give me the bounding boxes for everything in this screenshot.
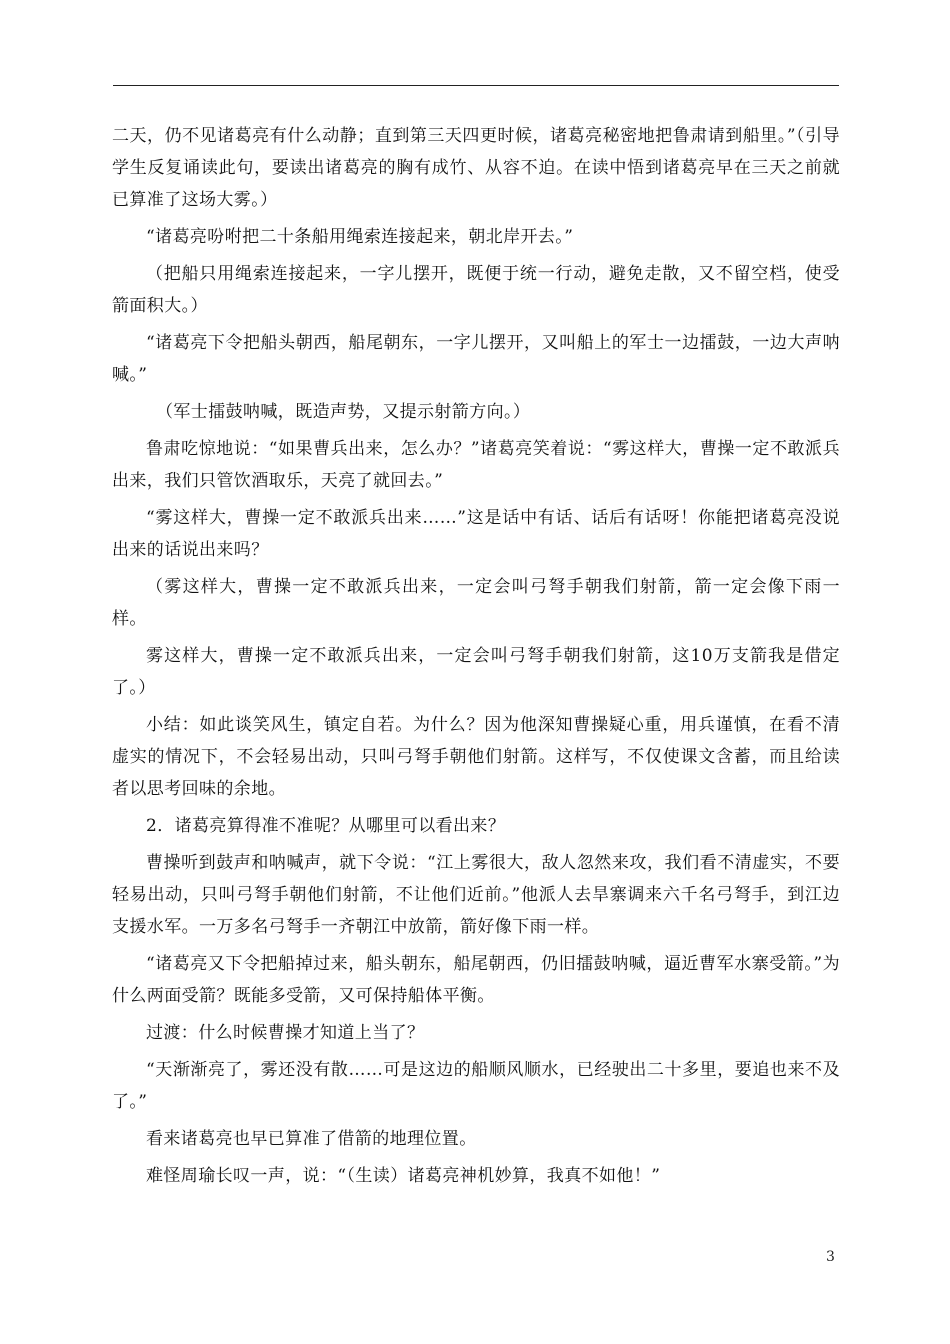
paragraph: “诸葛亮吩咐把二十条船用绳索连接起来，朝北岸开去。” bbox=[146, 227, 574, 247]
paragraph: 难怪周瑜长叹一声，说：“（生读）诸葛亮神机妙算，我真不如他！” bbox=[146, 1166, 661, 1186]
header-rule bbox=[113, 85, 839, 86]
paragraph: “天渐渐亮了，雾还没有散……可是这边的船顺风顺水，已经驶出二十多里，要追也来不及了。” bbox=[112, 1060, 840, 1112]
paragraph: 雾这样大，曹操一定不敢派兵出来，一定会叫弓弩手朝我们射箭，这10万支箭我是借定了。） bbox=[112, 646, 840, 698]
paragraph: 二天，仍不见诸葛亮有什么动静；直到第三天四更时候，诸葛亮秘密地把鲁肃请到船里。”（引导学生反复诵读此句，要读出诸葛亮的胸有成竹、从容不迫。在读中悟到诸葛亮早在三天之前就已算准了这场大雾。） bbox=[112, 126, 840, 210]
section-question: 2．诸葛亮算得准不准呢？从哪里可以看出来？ bbox=[146, 816, 506, 836]
paragraph: 鲁肃吃惊地说：“如果曹兵出来，怎么办？”诸葛亮笑着说：“雾这样大，曹操一定不敢派兵出来，我们只管饮酒取乐，天亮了就回去。” bbox=[112, 439, 840, 491]
paragraph: “诸葛亮下令把船头朝西，船尾朝东，一字儿摆开，又叫船上的军士一边擂鼓，一边大声呐喊。” bbox=[112, 333, 840, 385]
paragraph: （把船只用绳索连接起来，一字儿摆开，既便于统一行动，避免走散，又不留空档，使受箭面积大。） bbox=[112, 264, 840, 316]
document-body bbox=[112, 120, 840, 1197]
paragraph: （雾这样大，曹操一定不敢派兵出来，一定会叫弓弩手朝我们射箭，箭一定会像下雨一样。 bbox=[112, 577, 840, 629]
paragraph: 曹操听到鼓声和呐喊声，就下令说：“江上雾很大，敌人忽然来攻，我们看不清虚实，不要轻易出动，只叫弓弩手朝他们射箭，不让他们近前。”他派人去旱寨调来六千名弓弩手，到江边支援水军。一万多名弓弩手一齐朝江中放箭，箭好像下雨一样。 bbox=[112, 853, 840, 937]
paragraph: “诸葛亮又下令把船掉过来，船头朝东，船尾朝西，仍旧擂鼓呐喊，逼近曹军水寨受箭。”为什么两面受箭？既能多受箭，又可保持船体平衡。 bbox=[112, 954, 840, 1006]
paragraph: 小结：如此谈笑风生，镇定自若。为什么？因为他深知曹操疑心重，用兵谨慎，在看不清虚实的情况下，不会轻易出动，只叫弓弩手朝他们射箭。这样写，不仅使课文含蓄，而且给读者以思考回味的余地。 bbox=[112, 715, 840, 799]
page-number: 3 bbox=[826, 1249, 835, 1265]
paragraph: 看来诸葛亮也早已算准了借箭的地理位置。 bbox=[146, 1129, 477, 1149]
paragraph: 过渡：什么时候曹操才知道上当了？ bbox=[146, 1023, 425, 1043]
paragraph: （军士擂鼓呐喊，既造声势，又提示射箭方向。） bbox=[156, 402, 531, 422]
paragraph: “雾这样大，曹操一定不敢派兵出来……”这是话中有话、话后有话呀！你能把诸葛亮没说出来的话说出来吗？ bbox=[112, 508, 840, 560]
